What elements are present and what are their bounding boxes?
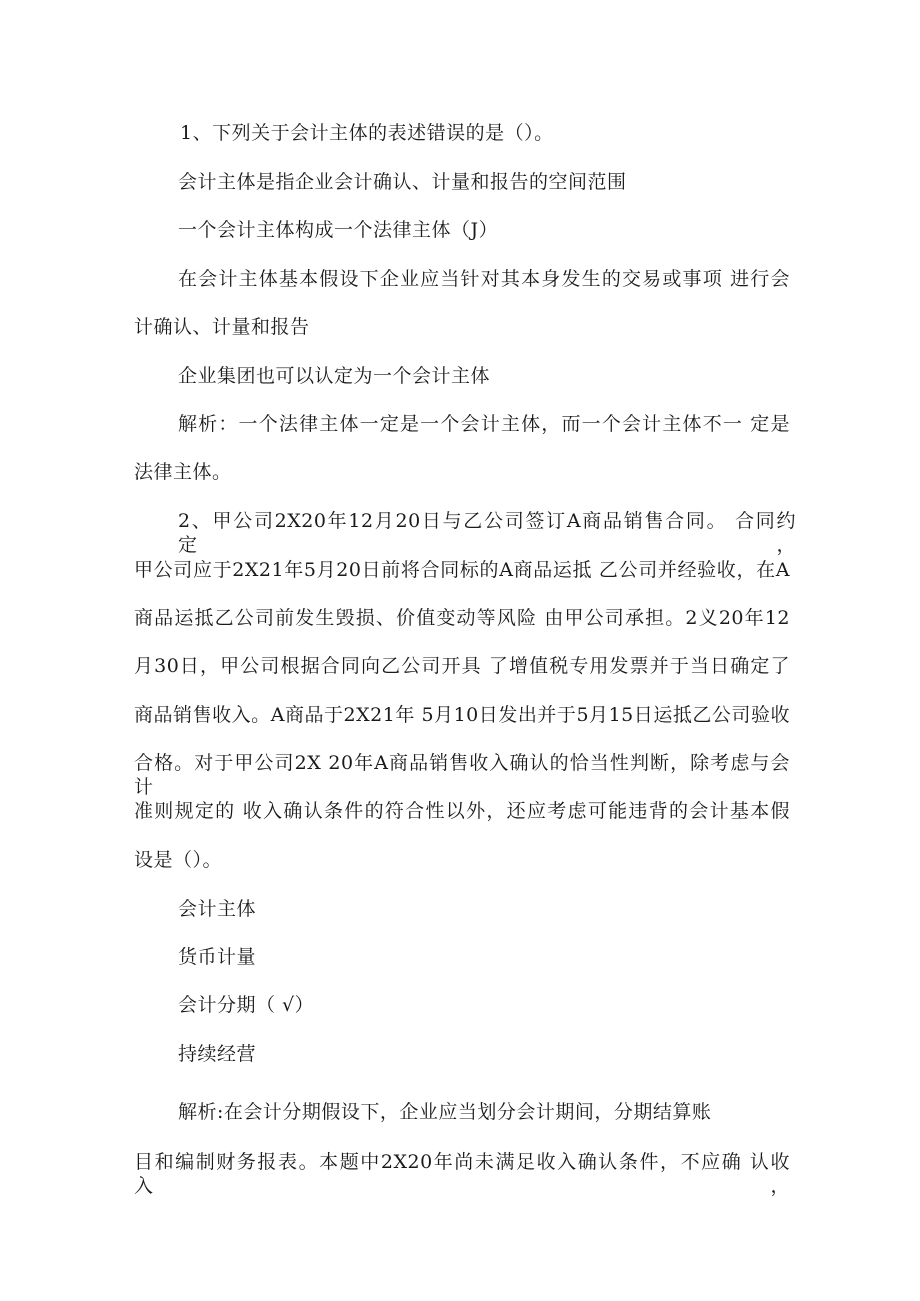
q2-stem-line2: 甲公司应于2X21年5月20日前将合同标的A商品运抵 乙公司并经验收，在A: [134, 559, 790, 581]
q1-stem: 1、下列关于会计主体的表述错误的是（）。: [180, 122, 554, 144]
q1-option-b: 一个会计主体构成一个法律主体（J）: [178, 219, 499, 241]
q2-stem-line3: 商品运抵乙公司前发生毁损、价值变动等风险 由甲公司承担。2义20年12: [134, 607, 790, 629]
q2-option-c: 会计分期（ √）: [178, 994, 315, 1016]
q2-analysis-line2: 目和编制财务报表。本题中2X20年尚未满足收入确认条件，不应确 认收入，: [134, 1151, 790, 1197]
q1-option-c-line2: 计确认、计量和报告: [134, 316, 310, 338]
q2-stem-line4: 月30日，甲公司根据合同向乙公司开具 了增值税专用发票并于当日确定了: [134, 655, 790, 677]
q2-analysis-line1: 解析:在会计分期假设下，企业应当划分会计期间，分期结算账: [178, 1101, 712, 1123]
q2-stem-line5: 商品销售收入。A商品于2X21年 5月10日发出并于5月15日运抵乙公司验收: [134, 704, 790, 726]
q2-stem-line7: 准则规定的 收入确认条件的符合性以外，还应考虑可能违背的会计基本假: [134, 800, 790, 822]
q2-stem-line6: 合格。对于甲公司2X 20年A商品销售收入确认的恰当性判断，除考虑与会计: [134, 752, 790, 798]
q1-option-a: 会计主体是指企业会计确认、计量和报告的空间范围: [178, 171, 627, 193]
q1-option-d: 企业集团也可以认定为一个会计主体: [178, 365, 491, 387]
q1-analysis-line1: 解析：一个法律主体一定是一个会计主体，而一个会计主体不一 定是: [178, 413, 790, 435]
q2-option-a: 会计主体: [178, 898, 257, 920]
q1-option-c-line1: 在会计主体基本假设下企业应当针对其本身发生的交易或事项 进行会: [178, 268, 790, 290]
q2-option-d: 持续经营: [178, 1043, 257, 1065]
q2-option-b: 货币计量: [178, 946, 257, 968]
q2-stem-line1: 2、甲公司2X20年12月20日与乙公司签订A商品销售合同。 合同约定，: [178, 510, 796, 556]
q2-stem-line8: 设是（）。: [134, 849, 223, 871]
q1-analysis-line2: 法律主体。: [134, 461, 232, 483]
